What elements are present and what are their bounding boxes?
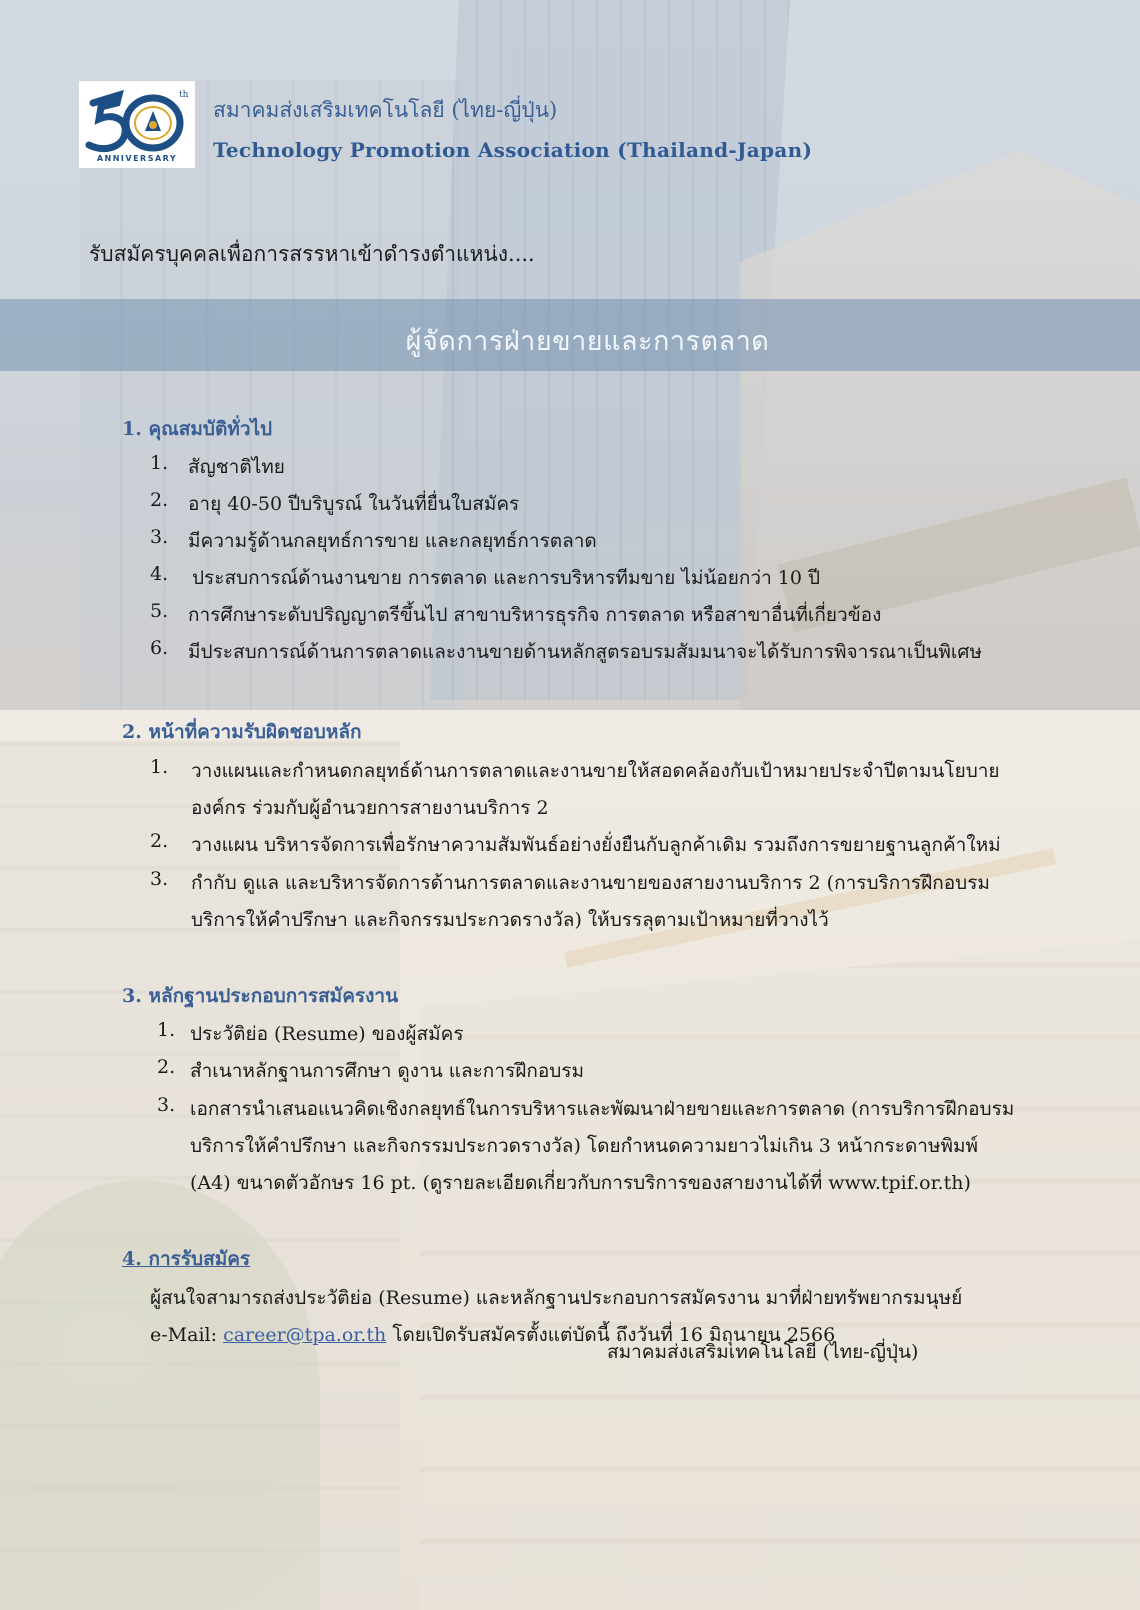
list-item-text: กำกับ ดูแล และบริหารจัดการด้านการตลาดและงานขายของสายงานบริการ 2 (การบริการฝึกอบรม: [191, 872, 990, 894]
list-item-text: มีประสบการณ์ด้านการตลาดและงานขายด้านหลักสูตรอบรมสัมมนาจะได้รับการพิจารณาเป็นพิเศษ: [188, 641, 983, 663]
section-title-qualifications: 1. คุณสมบัติทั่วไป: [122, 418, 273, 440]
list-item-text: เอกสารนำเสนอแนวคิดเชิงกลยุทธ์ในการบริหารและพัฒนาฝ่ายขายและการตลาด (การบริการฝึกอบรม: [190, 1098, 1015, 1120]
list-item-text: ประวัติย่อ (Resume) ของผู้สมัคร: [190, 1023, 464, 1045]
list-item-text: ประสบการณ์ด้านงานขาย การตลาด และการบริหารทีมขาย ไม่น้อยกว่า 10 ปี: [192, 567, 821, 589]
list-item-number: 3.: [157, 1094, 176, 1116]
list-item-number: 2.: [150, 830, 169, 852]
section-title-responsibilities: 2. หน้าที่ความรับผิดชอบหลัก: [122, 721, 362, 743]
list-item-text: (A4) ขนาดตัวอักษร 16 pt. (ดูรายละเอียดเกี่ยวกับการบริการของสายงานได้ที่ www.tpif.or.th): [190, 1172, 971, 1194]
list-item-text: องค์กร ร่วมกับผู้อำนวยการสายงานบริการ 2: [191, 797, 549, 819]
list-item-text: บริการให้คำปรึกษา และกิจกรรมประกวดรางวัล) ให้บรรลุตามเป้าหมายที่วางไว้: [191, 909, 829, 931]
logo-caption: ANNIVERSARY: [96, 154, 178, 163]
list-item-number: 5.: [150, 600, 169, 622]
list-item-text: บริการให้คำปรึกษา และกิจกรรมประกวดรางวัล) โดยกำหนดความยาวไม่เกิน 3 หน้ากระดาษพิมพ์: [190, 1135, 979, 1157]
list-item-text: อายุ 40-50 ปีบริบูรณ์ ในวันที่ยื่นใบสมัคร: [188, 493, 520, 515]
intro-text: รับสมัครบุคคลเพื่อการสรรหาเข้าดำรงตำแหน่ง....: [89, 242, 535, 266]
svg-text:th: th: [179, 90, 189, 100]
list-item-number: 6.: [150, 637, 169, 659]
list-item-number: 2.: [150, 489, 169, 511]
list-item-text: สัญชาติไทย: [188, 456, 285, 478]
section-title-application: 4. การรับสมัคร: [122, 1248, 251, 1270]
list-item-number: 1.: [150, 452, 169, 474]
position-title: ผู้จัดการฝ่ายขายและการตลาด: [405, 326, 770, 357]
section-title-documents: 3. หลักฐานประกอบการสมัครงาน: [122, 985, 399, 1007]
list-item-text: วางแผนและกำหนดกลยุทธ์ด้านการตลาดและงานขายให้สอดคล้องกับเป้าหมายประจำปีตามนโยบาย: [191, 760, 1000, 782]
application-deadline: โดยเปิดรับสมัครตั้งแต่บัดนี้ ถึงวันที่ 16 มิถุนายน 2566: [392, 1324, 836, 1346]
list-item-number: 3.: [150, 868, 169, 890]
list-item-text: การศึกษาระดับปริญญาตรีขึ้นไป สาขาบริหารธุรกิจ การตลาด หรือสาขาอื่นที่เกี่ยวข้อง: [188, 604, 882, 626]
signature: สมาคมส่งเสริมเทคโนโลยี (ไทย-ญี่ปุ่น): [607, 1341, 919, 1363]
application-text: ผู้สนใจสามารถส่งประวัติย่อ (Resume) และหลักฐานประกอบการสมัครงาน มาที่ฝ่ายทรัพยากรมนุษย์: [150, 1287, 963, 1309]
list-item-number: 2.: [157, 1056, 176, 1078]
list-item-number: 1.: [157, 1019, 176, 1041]
org-name-thai: สมาคมส่งเสริมเทคโนโลยี (ไทย-ญี่ปุ่น): [213, 98, 558, 122]
list-item-text: วางแผน บริหารจัดการเพื่อรักษาความสัมพันธ์อย่างยั่งยืนกับลูกค้าเดิม รวมถึงการขยายฐานลูกค้าใหม่: [191, 834, 1001, 856]
list-item-text: มีความรู้ด้านกลยุทธ์การขาย และกลยุทธ์การตลาด: [188, 530, 597, 552]
list-item-number: 4.: [150, 563, 169, 585]
list-item-number: 1.: [150, 756, 169, 778]
email-link[interactable]: career@tpa.or.th: [223, 1324, 387, 1346]
list-item-number: 3.: [150, 526, 169, 548]
email-label: e-Mail:: [150, 1324, 218, 1346]
list-item-text: สำเนาหลักฐานการศึกษา ดูงาน และการฝึกอบรม: [190, 1060, 585, 1082]
org-name-english: Technology Promotion Association (Thailand-Japan): [213, 138, 813, 162]
anniversary-logo: [79, 81, 195, 168]
